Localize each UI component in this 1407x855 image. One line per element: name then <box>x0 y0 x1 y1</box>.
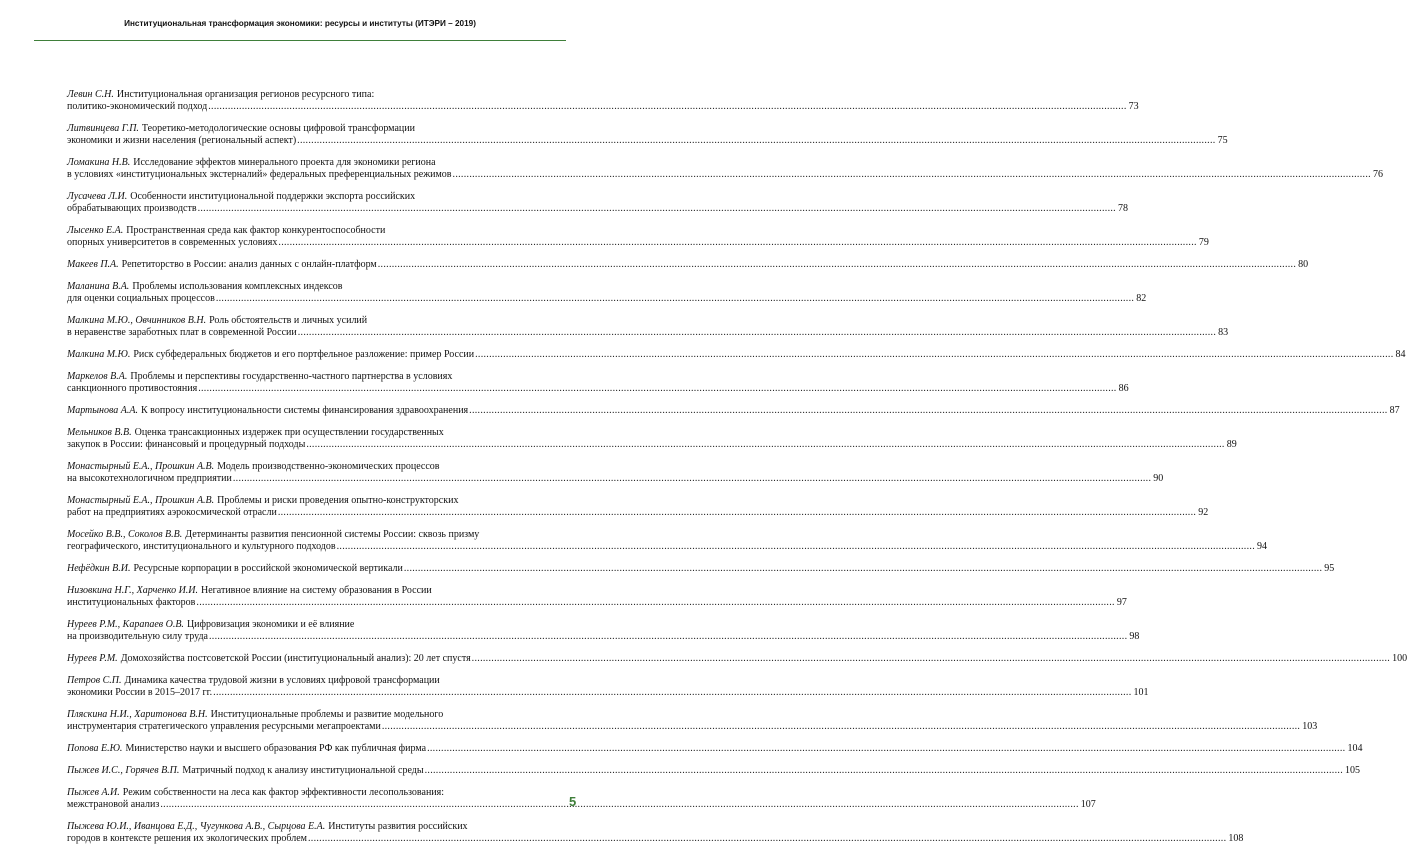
toc-entry-page: 84 <box>1395 349 1406 360</box>
toc-entry-title: опорных университетов в современных условиях <box>67 237 278 248</box>
toc-entry-authors: Низовкина Н.Г., Харченко И.И. <box>67 585 199 596</box>
toc-entry-line <box>67 237 1209 249</box>
toc-entry-page: 100 <box>1392 653 1407 664</box>
toc-entry <box>67 225 1209 249</box>
toc-entry-title: Роль обстоятельств и личных усилий <box>209 315 368 326</box>
toc-entry-page: 105 <box>1345 765 1360 776</box>
toc-dot-leader <box>468 405 1388 417</box>
toc-dot-leader <box>197 383 1117 395</box>
toc-entry-page: 92 <box>1198 507 1209 518</box>
toc-dot-leader <box>403 563 1323 575</box>
toc-entry <box>67 123 1228 147</box>
toc-dot-leader <box>426 743 1346 755</box>
toc-entry <box>67 619 1140 643</box>
toc-dot-leader <box>208 631 1128 643</box>
toc-entry-page: 108 <box>1228 833 1244 844</box>
toc-entry-line <box>67 327 1229 339</box>
toc-entry <box>67 371 1129 395</box>
toc-entry-page: 89 <box>1226 439 1237 450</box>
toc-entry-page: 75 <box>1217 135 1228 146</box>
toc-dot-leader <box>296 135 1216 147</box>
running-header: Институциональная трансформация экономики: ресурсы и институты (ИТЭРИ – 2019) <box>124 19 476 28</box>
toc-entry-line <box>67 721 1318 733</box>
toc-dot-leader <box>424 765 1344 777</box>
toc-entry-title: Ресурсные корпорации в российской экономической вертикали <box>133 563 403 574</box>
toc-entry <box>67 349 1406 361</box>
toc-entry-authors: Нуреев Р.М., Карапаев О.В. <box>67 619 184 630</box>
toc-entry-authors: Лысенко Е.А. <box>67 225 124 236</box>
toc-entry-authors: Макеев П.А. <box>67 259 119 270</box>
toc-entry <box>67 821 1244 845</box>
toc-entry-page: 98 <box>1129 631 1140 642</box>
toc-entry-line <box>67 101 1139 113</box>
toc-dot-leader <box>207 101 1127 113</box>
toc-dot-leader <box>232 473 1152 485</box>
toc-entry-authors: Нефёдкин В.И. <box>67 563 131 574</box>
toc-entry-title: экономики и жизни населения (региональный аспект) <box>67 135 297 146</box>
toc-entry-line <box>67 315 545 327</box>
toc-entry-line <box>67 507 1209 519</box>
toc-entry <box>67 157 1383 181</box>
toc-dot-leader <box>297 327 1217 339</box>
toc-entry-authors: Лусачева Л.И. <box>67 191 128 202</box>
toc-entry-line <box>67 597 1127 609</box>
toc-entry-line <box>67 563 1335 575</box>
toc-entry-authors: Мартынова А.А. <box>67 405 139 416</box>
toc-entry-authors: Пыжева Ю.И., Иванцова Е.Д., Чугункова А.В., Сырцова Е.А. <box>67 821 326 832</box>
toc-entry-line <box>67 765 1360 777</box>
toc-entry-line <box>67 191 545 203</box>
toc-entry-title: Матричный подход к анализу институциональной среды <box>182 765 424 776</box>
toc-entry-line <box>67 787 545 799</box>
toc-entry-line <box>67 529 545 541</box>
toc-entry <box>67 427 1237 451</box>
toc-entry <box>67 281 1147 305</box>
toc-entry-line <box>67 293 1147 305</box>
toc-entry-authors: Левин С.Н. <box>67 89 114 100</box>
toc-entry-line <box>67 259 1309 271</box>
toc-entry-authors: Ломакина Н.В. <box>67 157 131 168</box>
toc-entry-title: институциональных факторов <box>67 597 196 608</box>
toc-dot-leader <box>215 293 1135 305</box>
toc-dot-leader <box>377 259 1297 271</box>
toc-entry-page: 86 <box>1118 383 1129 394</box>
toc-entry-authors: Маланина В.А. <box>67 281 130 292</box>
toc-entry-title: Институциональные проблемы и развитие модельного <box>210 709 444 720</box>
toc-entry-page: 76 <box>1372 169 1383 180</box>
toc-entry-page: 87 <box>1389 405 1400 416</box>
toc-entry-authors: Литвинцева Г.П. <box>67 123 139 134</box>
toc-entry-title: Проблемы и риски проведения опытно-конструкторских <box>217 495 459 506</box>
toc-entry <box>67 585 1127 609</box>
toc-entry-authors: Монастырный Е.А., Прошкин А.В. <box>67 495 215 506</box>
toc-entry-authors: Мосейко В.В., Соколов В.В. <box>67 529 183 540</box>
toc-dot-leader <box>452 169 1372 181</box>
toc-entry-line <box>67 619 545 631</box>
toc-entry-line <box>67 439 1237 451</box>
toc-dot-leader <box>336 541 1256 553</box>
toc-entry-authors: Пыжев А.И. <box>67 787 120 798</box>
toc-entry-title: инструментария стратегического управления ресурсными мегапроектами <box>67 721 381 732</box>
toc-entry <box>67 495 1209 519</box>
toc-entry-line <box>67 687 1149 699</box>
toc-dot-leader <box>305 439 1225 451</box>
toc-dot-leader <box>277 507 1197 519</box>
toc-entry-authors: Пляскина Н.И., Харитонова В.Н. <box>67 709 208 720</box>
toc-entry-authors: Мельников В.В. <box>67 427 132 438</box>
toc-entry-title: К вопросу институциональности системы финансирования здравоохранения <box>141 405 469 416</box>
toc-entry-line <box>67 135 1228 147</box>
toc-entry-page: 94 <box>1257 541 1268 552</box>
toc-dot-leader <box>195 597 1115 609</box>
toc-dot-leader <box>471 653 1391 665</box>
toc-entry <box>67 461 1164 485</box>
toc-entry-authors: Попова Е.Ю. <box>67 743 123 754</box>
toc-entry-authors: Малкина М.Ю. <box>67 349 131 360</box>
toc-entry-title: Институты развития российских <box>328 821 468 832</box>
toc-entry-title: Цифровизация экономики и её влияние <box>186 619 355 630</box>
toc-entry-line <box>67 427 545 439</box>
toc-entry-line <box>67 473 1164 485</box>
toc-entry <box>67 709 1318 733</box>
toc-entry-page: 103 <box>1302 721 1318 732</box>
toc-dot-leader <box>159 799 1079 811</box>
toc-entry-line <box>67 833 1244 845</box>
toc-entry <box>67 191 1128 215</box>
header-rule <box>34 40 566 41</box>
toc-entry-title: на высокотехнологичном предприятии <box>67 473 232 484</box>
toc-entry-line <box>67 675 545 687</box>
table-of-contents <box>67 89 1407 855</box>
toc-entry <box>67 89 1139 113</box>
toc-entry-page: 104 <box>1347 743 1363 754</box>
toc-entry-title: Динамика качества трудовой жизни в условиях цифровой трансформации <box>124 675 440 686</box>
toc-dot-leader <box>381 721 1301 733</box>
toc-entry-line <box>67 169 1383 181</box>
toc-entry-authors: Малкина М.Ю., Овчинников В.Н. <box>67 315 207 326</box>
toc-entry-title: Проблемы и перспективы государственно-частного партнерства в условиях <box>130 371 453 382</box>
toc-entry-title: политико-экономический подход <box>67 101 208 112</box>
toc-entry-line <box>67 541 1268 553</box>
toc-entry <box>67 653 1407 665</box>
toc-entry-title: Особенности институциональной поддержки экспорта российских <box>130 191 416 202</box>
toc-entry-page: 82 <box>1136 293 1147 304</box>
toc-entry-line <box>67 383 1129 395</box>
toc-entry-title: географического, институционального и культурного подходов <box>67 541 336 552</box>
toc-entry-page: 101 <box>1133 687 1149 698</box>
toc-entry-line <box>67 225 545 237</box>
toc-entry-page: 90 <box>1153 473 1164 484</box>
toc-entry-line <box>67 495 545 507</box>
toc-entry-title: Исследование эффектов минерального проекта для экономики региона <box>133 157 436 168</box>
toc-entry <box>67 675 1149 699</box>
toc-entry-title: на производительную силу труда <box>67 631 208 642</box>
toc-entry-title: обрабатывающих производств <box>67 203 197 214</box>
toc-entry-title: в условиях «институциональных экстерналий» федеральных преференциальных режимов <box>67 169 452 180</box>
toc-entry-title: Негативное влияние на систему образования в России <box>201 585 432 596</box>
toc-entry-authors: Монастырный Е.А., Прошкин А.В. <box>67 461 215 472</box>
toc-entry-line <box>67 821 545 833</box>
toc-entry-title: экономики России в 2015–2017 гг. <box>67 687 213 698</box>
toc-entry-line <box>67 631 1140 643</box>
toc-entry-title: закупок в России: финансовый и процедурный подходы <box>67 439 306 450</box>
toc-entry-page: 107 <box>1080 799 1096 810</box>
toc-entry <box>67 787 1096 811</box>
toc-entry-line <box>67 709 545 721</box>
toc-entry-title: Модель производственно-экономических процессов <box>217 461 440 472</box>
toc-entry <box>67 563 1335 575</box>
toc-entry-title: работ на предприятиях аэрокосмической отрасли <box>67 507 277 518</box>
toc-entry-title: Домохозяйства постсоветской России (институциональный анализ): 20 лет спустя <box>120 653 471 664</box>
toc-entry-title: городов в контексте решения их экологических проблем <box>67 833 307 844</box>
toc-entry-page: 73 <box>1128 101 1139 112</box>
toc-entry-page: 79 <box>1198 237 1209 248</box>
toc-entry <box>67 743 1363 755</box>
toc-entry-line <box>67 743 1363 755</box>
toc-entry-title: Пространственная среда как фактор конкурентоспособности <box>126 225 386 236</box>
toc-entry <box>67 405 1400 417</box>
toc-entry-title: Институциональная организация регионов ресурсного типа: <box>116 89 375 100</box>
toc-entry <box>67 765 1360 777</box>
toc-entry-page: 95 <box>1324 563 1335 574</box>
toc-entry-line <box>67 653 1407 665</box>
toc-entry-line <box>67 349 1406 361</box>
toc-dot-leader <box>307 833 1227 845</box>
toc-entry-title: Проблемы использования комплексных индексов <box>132 281 343 292</box>
toc-entry-authors: Петров С.П. <box>67 675 122 686</box>
toc-entry <box>67 259 1309 271</box>
toc-entry-authors: Пыжев И.С., Горячев В.П. <box>67 765 180 776</box>
toc-entry-line <box>67 461 545 473</box>
toc-entry-line <box>67 281 545 293</box>
toc-entry-page: 83 <box>1218 327 1229 338</box>
toc-entry-title: Детерминанты развития пенсионной системы России: сквозь призму <box>185 529 480 540</box>
toc-entry-title: Оценка трансакционных издержек при осуществлении государственных <box>134 427 444 438</box>
toc-entry-title: Репетиторство в России: анализ данных с онлайн-платформ <box>121 259 377 270</box>
toc-entry-page: 78 <box>1117 203 1128 214</box>
toc-entry <box>67 315 1229 339</box>
toc-entry-line <box>67 799 1096 811</box>
toc-entry-title: в неравенстве заработных плат в современной России <box>67 327 297 338</box>
toc-entry-line <box>67 405 1400 417</box>
toc-entry-line <box>67 89 545 101</box>
toc-entry-line <box>67 157 545 169</box>
toc-entry-title: санкционного противостояния <box>67 383 198 394</box>
toc-entry-authors: Нуреев Р.М. <box>67 653 118 664</box>
toc-entry-title: Теоретико-методологические основы цифровой трансформации <box>141 123 415 134</box>
toc-entry-title: Министерство науки и высшего образования РФ как публичная фирма <box>125 743 427 754</box>
toc-entry-line <box>67 123 545 135</box>
toc-dot-leader <box>212 687 1132 699</box>
toc-dot-leader <box>277 237 1197 249</box>
toc-entry-title: Риск субфедеральных бюджетов и его портфельное разложение: пример России <box>133 349 475 360</box>
toc-entry-authors: Маркелов В.А. <box>67 371 128 382</box>
toc-entry-title: Режим собственности на леса как фактор эффективности лесопользования: <box>122 787 445 798</box>
toc-entry <box>67 529 1268 553</box>
toc-entry-line <box>67 585 545 597</box>
toc-entry-page: 80 <box>1298 259 1309 270</box>
toc-dot-leader <box>474 349 1394 361</box>
toc-entry-line <box>67 203 1128 215</box>
toc-entry-page: 97 <box>1116 597 1127 608</box>
toc-dot-leader <box>197 203 1117 215</box>
page-number: 5 <box>569 794 577 809</box>
toc-entry-title: для оценки социальных процессов <box>67 293 215 304</box>
toc-entry-title: межстрановой анализ <box>67 799 160 810</box>
toc-entry-line <box>67 371 545 383</box>
